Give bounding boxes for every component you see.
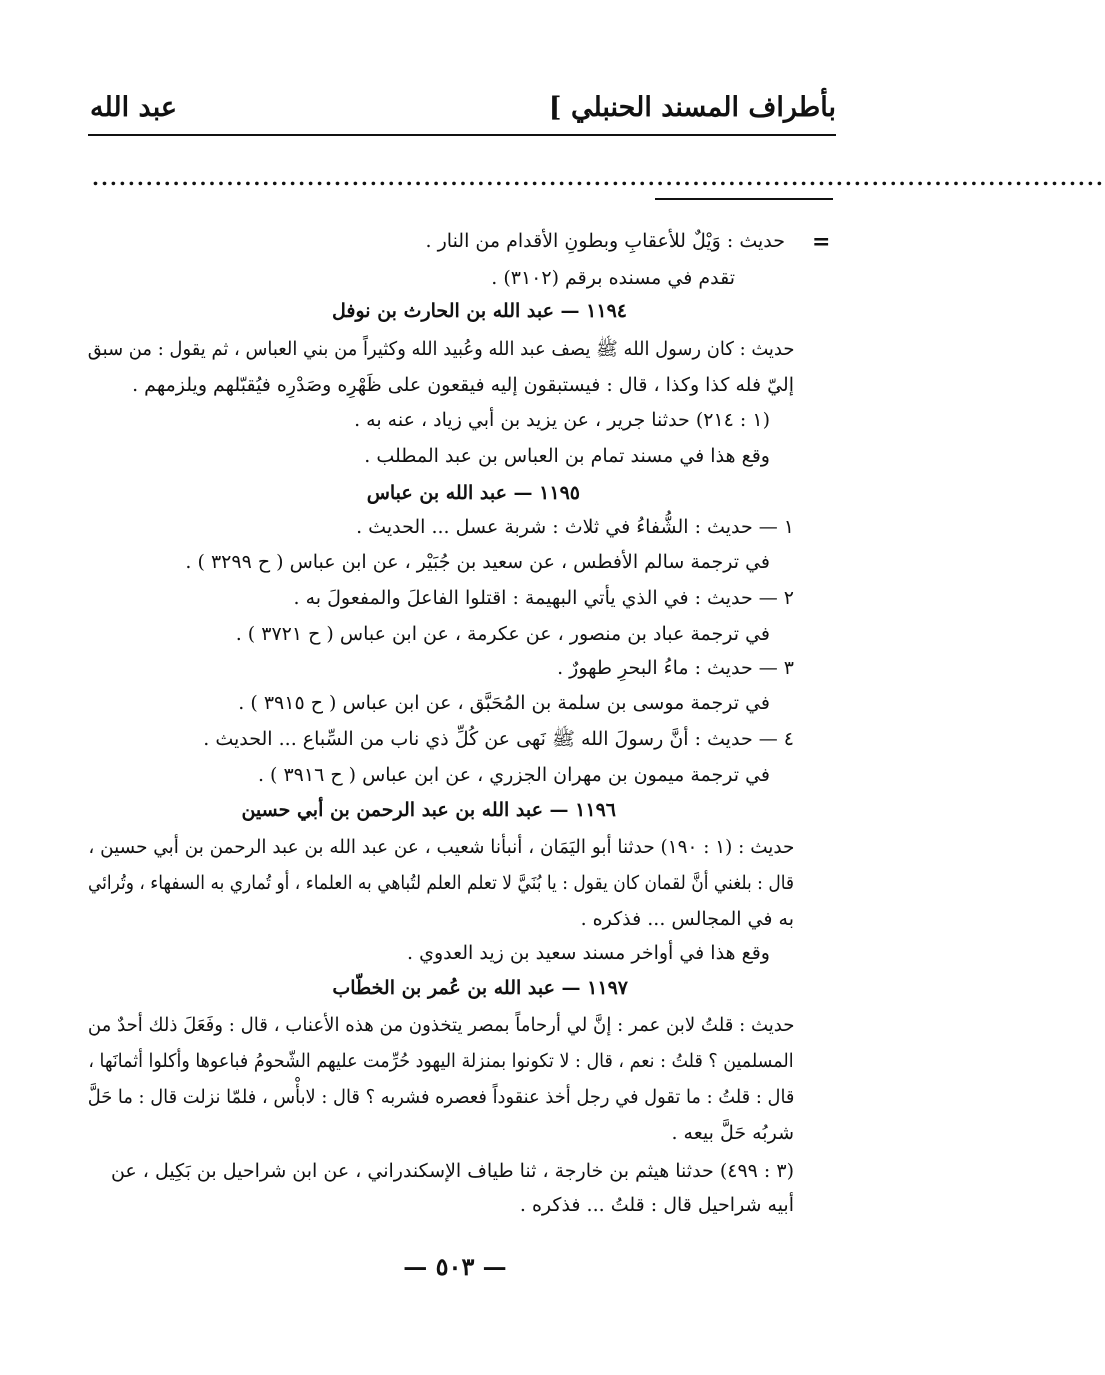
entry-heading: ١١٩٧ — عبد الله بن عُمر بن الخطّاب	[332, 977, 628, 999]
text-line: ٢ — حديث : في الذي يأتي البهيمة : اقتلوا الفاعلَ والمفعولَ به .	[293, 587, 794, 609]
text-line: في ترجمة سالم الأفطس ، عن سعيد بن جُبَيْر ، عن ابن عباس ( ح ٣٢٩٩ ) .	[185, 551, 770, 573]
header-rule	[88, 134, 836, 136]
text-line: (٣ : ٤٩٩) حدثنا هيثم بن خارجة ، ثنا طياف الإسكندراني ، عن ابن شراحيل بن بَكِيل ، عن	[110, 1160, 794, 1182]
entry-heading: ١١٩٦ — عبد الله بن عبد الرحمن بن أبي حسين	[241, 799, 616, 821]
text-line: ٤ — حديث : أنَّ رسولَ الله ﷺ نَهى عن كُلِّ ذي ناب من السِّباع ... الحديث .	[203, 728, 794, 750]
text-line: في ترجمة عباد بن منصور ، عن عكرمة ، عن ابن عباس ( ح ٣٧٢١ ) .	[235, 623, 770, 645]
running-header-section: عبد الله	[90, 92, 177, 123]
text-line: حديث : كان رسول الله ﷺ يصف عبد الله وعُبيد الله وكثيراً من بني العباس ، ثم يقول : من سبق	[87, 338, 794, 360]
text-line: المسلمين ؟ قلتُ : نعم ، قال : لا تكونوا بمنزلة اليهود حُرِّمت عليهم الشّحومُ فباعوها وأكلوا أثمانَها ،	[88, 1050, 794, 1072]
text-line: وقع هذا في مسند تمام بن العباس بن عبد المطلب .	[364, 445, 770, 467]
text-line: في ترجمة ميمون بن مهران الجزري ، عن ابن عباس ( ح ٣٩١٦ ) .	[257, 764, 770, 786]
text-line: في ترجمة موسى بن سلمة بن المُحَبَّق ، عن ابن عباس ( ح ٣٩١٥ ) .	[238, 692, 770, 714]
text-line: قال : قلتُ : ما تقول في رجل أخذ عنقوداً فعصره فشربه ؟ قال : لابأْس ، فلمّا نزلت قال : ما حَلَّ	[87, 1086, 794, 1108]
text-line: قال : بلغني أنَّ لقمان كان يقول : يا بُنَيَّ لا تعلم العلم لتُباهي به العلماء ، أو تُماري به السفهاء ، وتُرائي	[87, 872, 794, 894]
text-line: شربُه حَلَّ بيعه .	[671, 1122, 794, 1144]
text-line: إليّ فله كذا وكذا ، قال : فيستبقون إليه فيقعون على ظَهْرِه وصَدْرِه فيُقبّلهم ويلزمهم .	[132, 374, 794, 396]
page-number: — ٥٠٣ —	[403, 1252, 507, 1281]
text-line: (١ : ٢١٤) حدثنا جرير ، عن يزيد بن أبي زياد ، عنه به .	[354, 409, 770, 431]
text-line: حديث : (١ : ١٩٠) حدثنا أبو اليَمَان ، أنبأنا شعيب ، عن عبد الله بن عبد الرحمن بن أبي حسين ،	[87, 836, 794, 858]
text-line: حديث : وَيْلٌ للأعقابِ وبطونِ الأقدام من النار .	[425, 230, 785, 252]
text-line: أبيه شراحيل قال : قلتُ ... فذكره .	[519, 1194, 794, 1216]
text-line: ١ — حديث : الشُّفاءُ في ثلاث : شربة عسل ... الحديث .	[356, 516, 794, 538]
text-line: به في المجالس ... فذكره .	[580, 908, 794, 930]
entry-heading: ١١٩٥ — عبد الله بن عباس	[366, 482, 580, 504]
short-rule	[655, 198, 833, 200]
text-line: وقع هذا في أواخر مسند سعيد بن زيد العدوي .	[407, 942, 770, 964]
text-line: حديث : قلتُ لابن عمر : إنَّ لي أرحاماً بمصر يتخذون من هذه الأعناب ، قال : وفَعَلَ ذلك أحدٌ من	[87, 1014, 794, 1036]
running-header-title: بأطراف المسند الحنبلي ]	[548, 92, 836, 123]
text-line: ٣ — حديث : ماءُ البحرِ طهورٌ .	[557, 657, 794, 679]
dotted-separator: .................................................................................................................	[92, 166, 1105, 190]
continuation-mark: =	[812, 229, 831, 255]
text-line: تقدم في مسنده برقم (٣١٠٢) .	[491, 267, 735, 289]
entry-heading: ١١٩٤ — عبد الله بن الحارث بن نوفل	[332, 300, 627, 322]
